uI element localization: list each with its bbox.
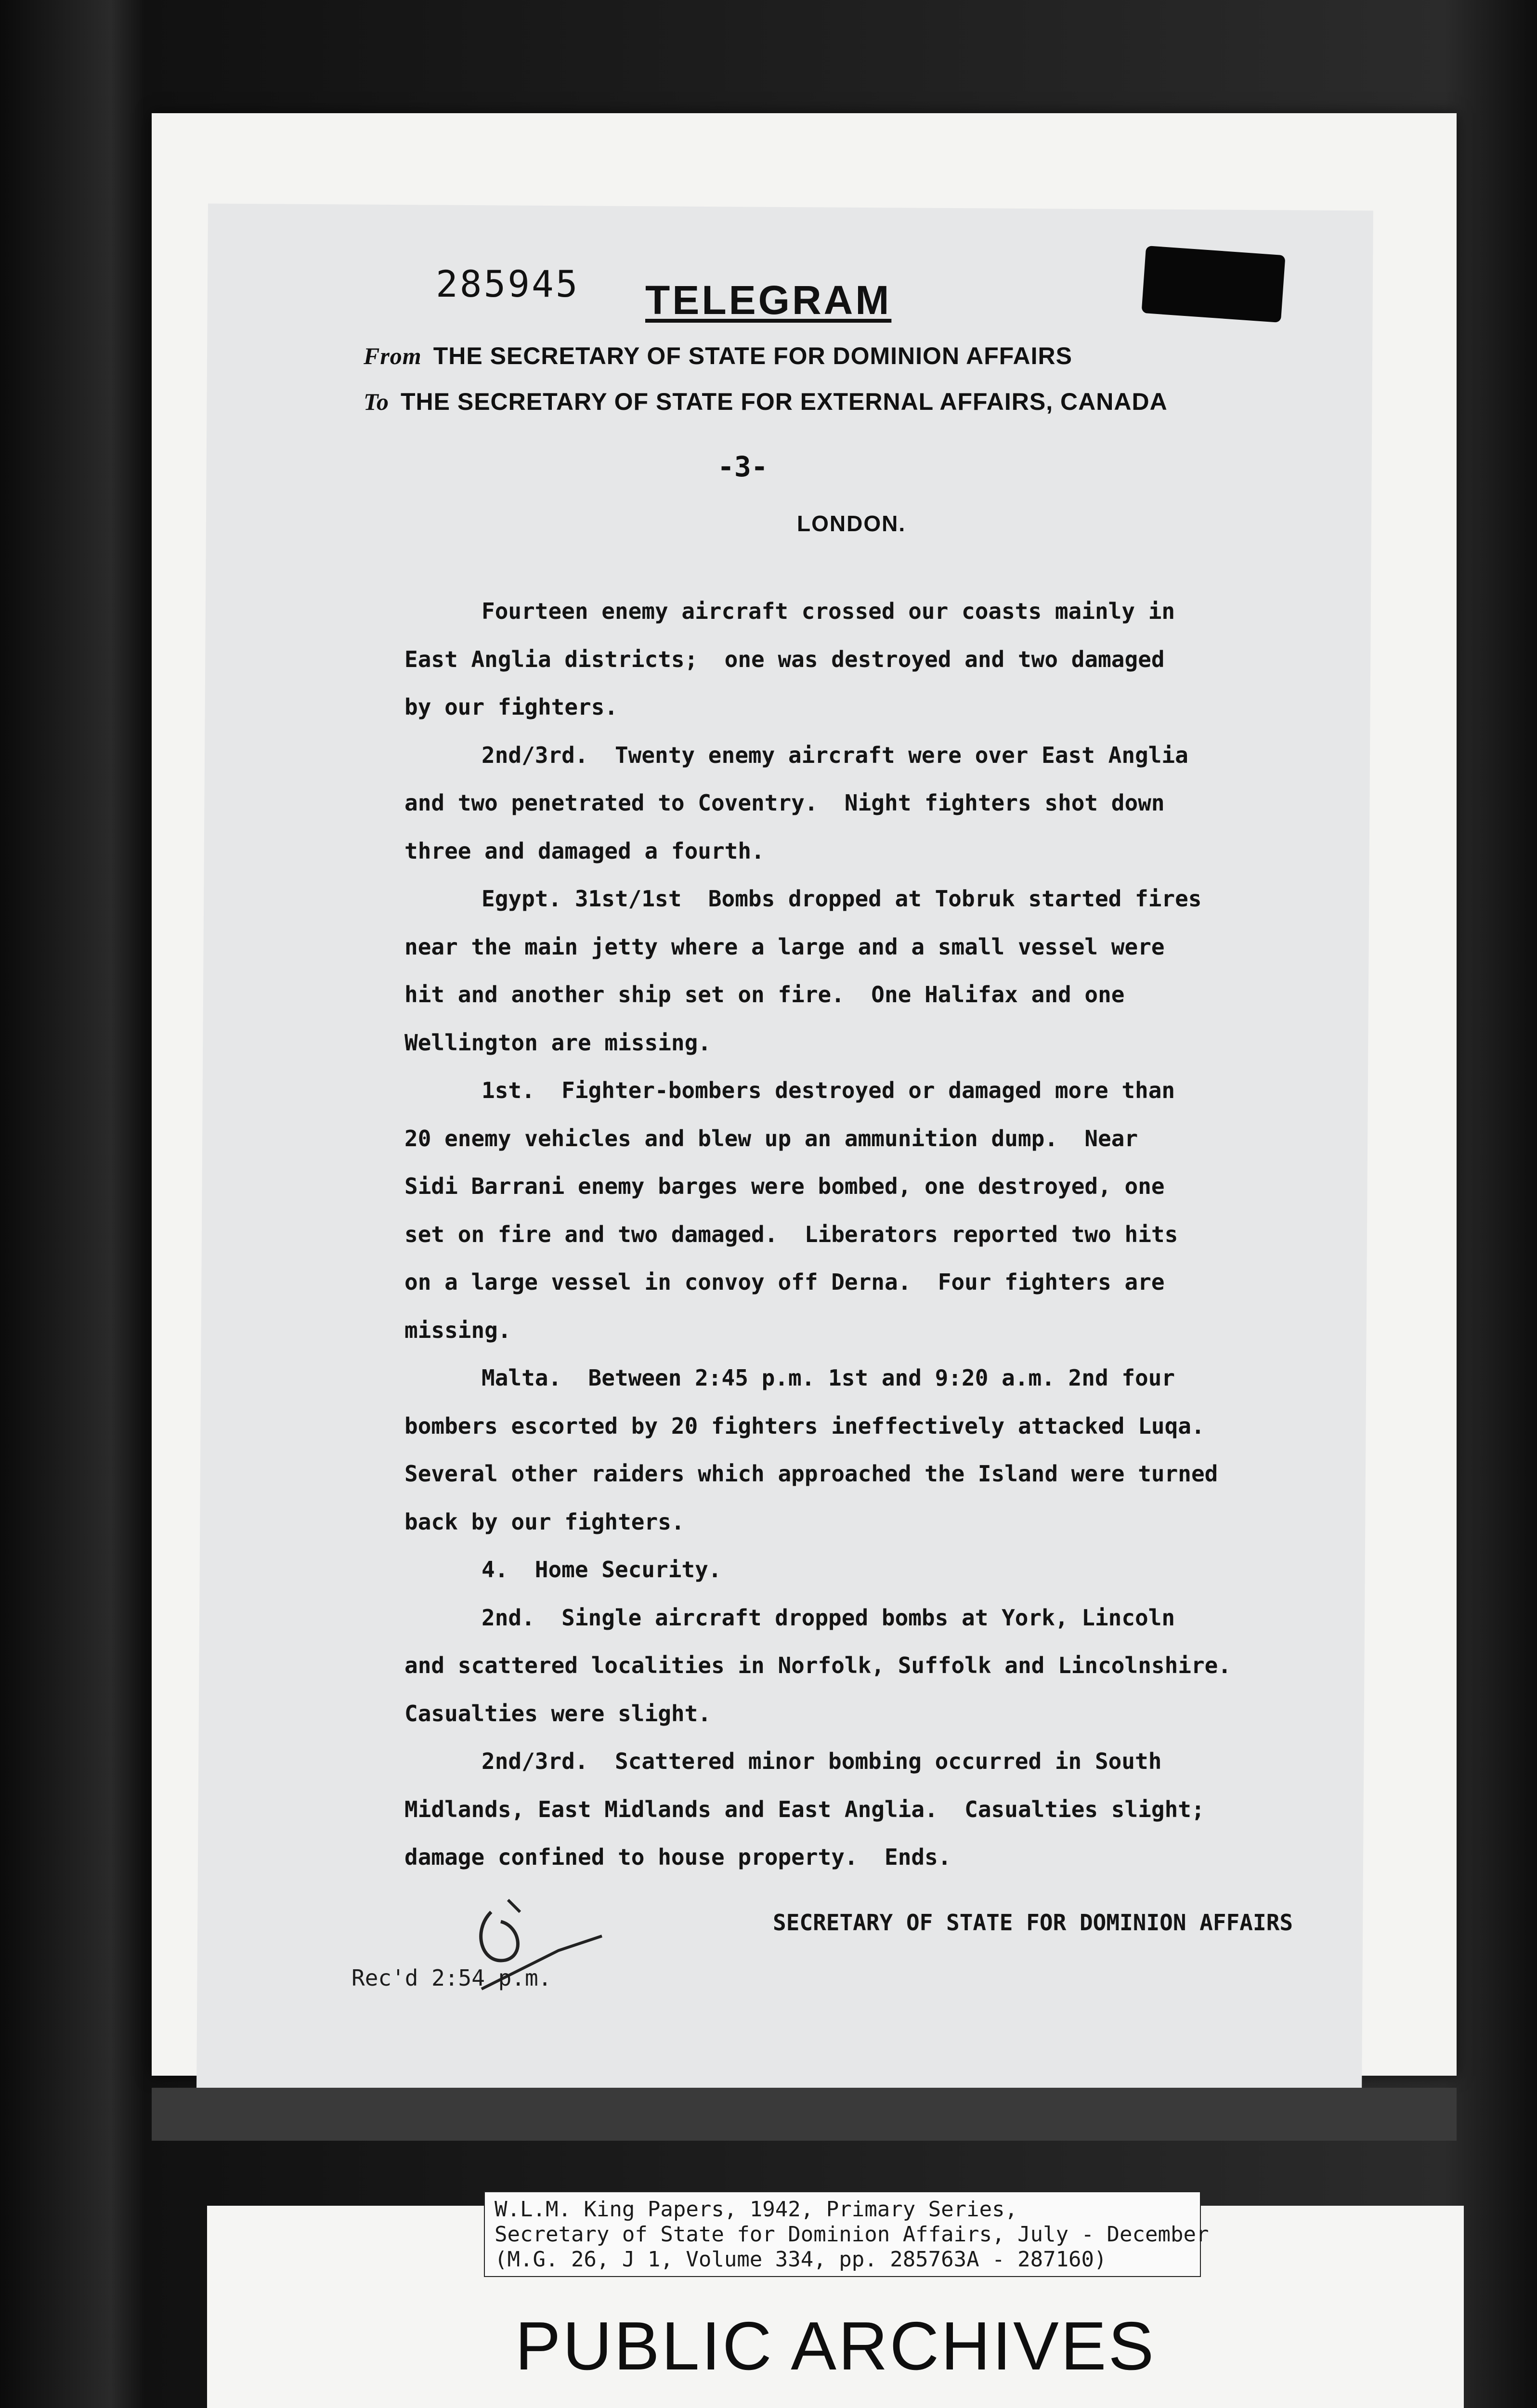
telegram-body: [404, 588, 1372, 1882]
body-line: East Anglia districts; one was destroyed and two damaged: [404, 646, 1165, 672]
to-value: THE SECRETARY OF STATE FOR EXTERNAL AFFAIRS, CANADA: [400, 388, 1168, 415]
body-line: by our fighters.: [404, 694, 618, 720]
telegram-title: TELEGRAM: [645, 277, 892, 323]
body-line: hit and another ship set on fire. One Halifax and one: [404, 982, 1125, 1008]
body-line: Several other raiders which approached the Island were turned: [404, 1461, 1218, 1487]
body-line: 1st. Fighter-bombers destroyed or damaged more than: [482, 1077, 1175, 1103]
reference-line-2: Secretary of State for Dominion Affairs, July - December: [495, 2222, 1209, 2247]
body-line: 4. Home Security.: [482, 1557, 722, 1583]
body-line: on a large vessel in convoy off Derna. Four fighters are: [404, 1269, 1165, 1295]
place-heading: LONDON.: [797, 511, 906, 536]
reference-line-3: (M.G. 26, J 1, Volume 334, pp. 285763A - 287160): [495, 2247, 1107, 2272]
body-line: bombers escorted by 20 fighters ineffectively attacked Luqa.: [404, 1413, 1205, 1439]
to-line: [364, 388, 1168, 416]
body-line: and two penetrated to Coventry. Night fighters shot down: [404, 790, 1165, 816]
body-line: near the main jetty where a large and a small vessel were: [404, 933, 1165, 960]
serial-number: 285945: [436, 262, 580, 305]
body-line: damage confined to house property. Ends.: [404, 1844, 951, 1870]
body-line: set on fire and two damaged. Liberators reported two hits: [404, 1221, 1178, 1247]
body-line: Malta. Between 2:45 p.m. 1st and 9:20 a.m. 2nd four: [482, 1365, 1175, 1391]
body-line: back by our fighters.: [404, 1508, 685, 1535]
to-label: To: [364, 388, 389, 415]
body-line: three and damaged a fourth.: [404, 838, 765, 864]
received-time: Rec'd 2:54 p.m.: [352, 1965, 552, 1991]
body-line: Midlands, East Midlands and East Anglia. Casualties slight;: [404, 1796, 1205, 1822]
body-line: Sidi Barrani enemy barges were bombed, one destroyed, one: [404, 1173, 1165, 1199]
body-line: 20 enemy vehicles and blew up an ammunition dump. Near: [404, 1125, 1138, 1152]
body-line: Wellington are missing.: [404, 1029, 711, 1056]
body-line: 2nd. Single aircraft dropped bombs at York, Lincoln: [482, 1604, 1175, 1631]
body-line: Egypt. 31st/1st Bombs dropped at Tobruk started fires: [482, 886, 1202, 912]
reference-label: [484, 2191, 1209, 2277]
signature-line: SECRETARY OF STATE FOR DOMINION AFFAIRS: [773, 1910, 1293, 1936]
film-separator: [152, 2088, 1457, 2141]
body-line: missing.: [404, 1317, 511, 1343]
body-line: Casualties were slight.: [404, 1700, 711, 1727]
body-line: 2nd/3rd. Twenty enemy aircraft were over East Anglia: [482, 742, 1188, 768]
body-line: and scattered localities in Norfolk, Suffolk and Lincolnshire.: [404, 1652, 1232, 1678]
from-label: From: [364, 342, 422, 369]
page-marker: -3-: [717, 450, 768, 483]
body-line: 2nd/3rd. Scattered minor bombing occurred in South: [482, 1748, 1162, 1774]
reference-line-1: W.L.M. King Papers, 1942, Primary Series,: [495, 2197, 1018, 2222]
archive-stamp-line-1: PUBLIC ARCHIVES: [515, 2308, 1156, 2384]
from-value: THE SECRETARY OF STATE FOR DOMINION AFFAIRS: [433, 342, 1072, 369]
from-line: [364, 342, 1072, 370]
body-line: Fourteen enemy aircraft crossed our coasts mainly in: [482, 598, 1175, 624]
redaction-mark: [1141, 246, 1285, 323]
